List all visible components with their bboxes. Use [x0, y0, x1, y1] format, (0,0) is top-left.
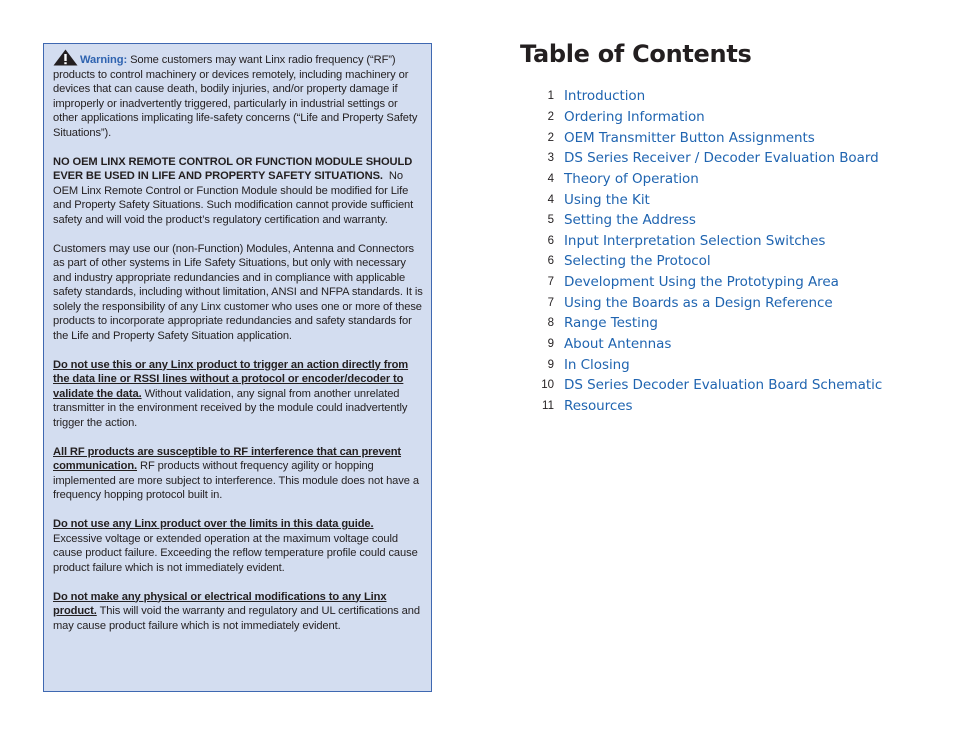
toc-page-number: 10: [541, 379, 554, 392]
toc-link[interactable]: Resources: [564, 397, 633, 414]
warning-panel: [43, 43, 432, 692]
toc-entry: [530, 86, 940, 107]
rf-paragraph: [53, 445, 425, 503]
toc-entry: [530, 148, 940, 169]
toc-entry: [530, 230, 940, 251]
trigger-text: Without validation, any signal from another unrelated transmitter in the environment received by the module could inadvertently trigger the action.: [53, 387, 408, 429]
toc-page-number: 3: [547, 152, 554, 165]
toc-entry: [530, 127, 940, 148]
toc-list: [530, 86, 940, 416]
toc-page-number: 2: [547, 131, 554, 144]
toc-entry: [530, 107, 940, 128]
no-oem-paragraph: [53, 155, 425, 228]
toc-entry: [530, 272, 940, 293]
toc-page-number: 7: [547, 276, 554, 289]
toc-page-number: 1: [547, 90, 554, 103]
trigger-paragraph: [53, 358, 425, 431]
toc-page-number: 4: [547, 193, 554, 206]
toc-page-number: 5: [547, 214, 554, 227]
warning-heading: Warning:: [80, 54, 128, 66]
modifications-paragraph: [53, 590, 425, 634]
toc-link[interactable]: Development Using the Prototyping Area: [564, 274, 839, 291]
rf-bold-text: All RF products are susceptible to RF interference that can prevent communication.: [53, 445, 402, 472]
toc-link[interactable]: Selecting the Protocol: [564, 253, 711, 270]
warning-intro-paragraph: [53, 49, 425, 140]
toc-link[interactable]: Introduction: [564, 88, 646, 105]
toc-page-number: 4: [547, 172, 554, 185]
warning-triangle-icon: [53, 49, 78, 66]
toc-page-number: 6: [547, 255, 554, 268]
customers-text: Customers may use our (non-Function) Modules, Antenna and Connectors as part of other systems in Life Safety Situations, but only with necessary and industry appropriate redundancies and in compliance with applicable safety standards, including without limitation, ANSI and NFPA standards. It is solely the responsibility of any Linx customer who uses one or more of these products to incorporate appropriate redundancies and safety standards for the Life and Property Safety Situation application.: [53, 242, 423, 342]
toc-link[interactable]: In Closing: [564, 356, 630, 373]
toc-link[interactable]: Using the Boards as a Design Reference: [564, 294, 833, 311]
toc-link[interactable]: Setting the Address: [564, 212, 696, 229]
toc-link[interactable]: OEM Transmitter Button Assignments: [564, 129, 815, 146]
toc-entry: [530, 189, 940, 210]
toc-entry: [530, 375, 940, 396]
toc-page-number: 6: [547, 234, 554, 247]
toc-page-number: 9: [547, 338, 554, 350]
toc-link[interactable]: DS Series Decoder Evaluation Board Schematic: [564, 377, 883, 394]
toc-link[interactable]: Ordering Information: [564, 108, 705, 125]
toc-link[interactable]: DS Series Receiver / Decoder Evaluation Board: [564, 150, 879, 167]
warning-intro-text: Some customers may want Linx radio frequency (“RF”) products to control machinery or devices remotely, including machinery or devices that can cause death, bodily injuries, and/or property damage if improperly or inadvertently triggered, particularly in industrial settings or other applications implicating life-safety concerns (“Life and Property Safety Situations”).: [53, 54, 418, 139]
rf-text: RF products without frequency agility or hopping implemented are more subject to interference. This module does not have a frequency hopping protocol built in.: [53, 460, 419, 501]
modifications-text: This will void the warranty and regulatory and UL certifications and may cause product failure which is not immediately evident.: [53, 605, 420, 632]
toc-entry: [530, 169, 940, 190]
toc-page-number: 11: [542, 399, 554, 412]
toc-link[interactable]: Range Testing: [564, 315, 658, 332]
toc-link[interactable]: Input Interpretation Selection Switches: [564, 232, 826, 249]
toc-entry: [530, 292, 940, 313]
trigger-bold-text: Do not use this or any Linx product to trigger an action directly from the data line or RSSI lines without a protocol or encoder/decoder to validate the data.: [53, 358, 409, 400]
modifications-bold-text: Do not make any physical or electrical modifications to any Linx product.: [53, 590, 387, 617]
toc-link[interactable]: Using the Kit: [564, 191, 650, 208]
toc-page-number: 2: [547, 110, 554, 123]
toc-entry: [530, 334, 940, 355]
toc-title: Table of Contents: [520, 40, 752, 68]
no-oem-bold-text: NO OEM LINX REMOTE CONTROL OR FUNCTION MODULE SHOULD EVER BE USED IN LIFE AND PROPERTY SAFETY SITUATIONS.: [53, 155, 413, 182]
toc-entry: [530, 396, 940, 417]
customers-paragraph: [53, 242, 425, 344]
toc-entry: [530, 354, 940, 375]
no-oem-text: No OEM Linx Remote Control or Function Module should be modified for Life and Property Safety Situations. Such modification cannot provide sufficient safety and will void the product’s regulatory certification and warranty.: [53, 170, 414, 226]
limits-text: Excessive voltage or extended operation at the maximum voltage could cause product failure. Exceeding the reflow temperature profile could cause product failure which is not immediately evident.: [53, 532, 418, 574]
toc-page-number: 7: [547, 296, 554, 309]
toc-entry: [530, 251, 940, 272]
limits-bold-text: Do not use any Linx product over the limits in this data guide.: [53, 518, 374, 530]
toc-link[interactable]: Theory of Operation: [564, 170, 699, 187]
limits-paragraph: [53, 517, 425, 575]
toc-page-number: 9: [547, 358, 554, 371]
toc-link[interactable]: About Antennas: [564, 336, 672, 352]
toc-page-number: 8: [547, 317, 554, 330]
toc-entry: [530, 210, 940, 231]
toc-entry: [530, 313, 940, 334]
